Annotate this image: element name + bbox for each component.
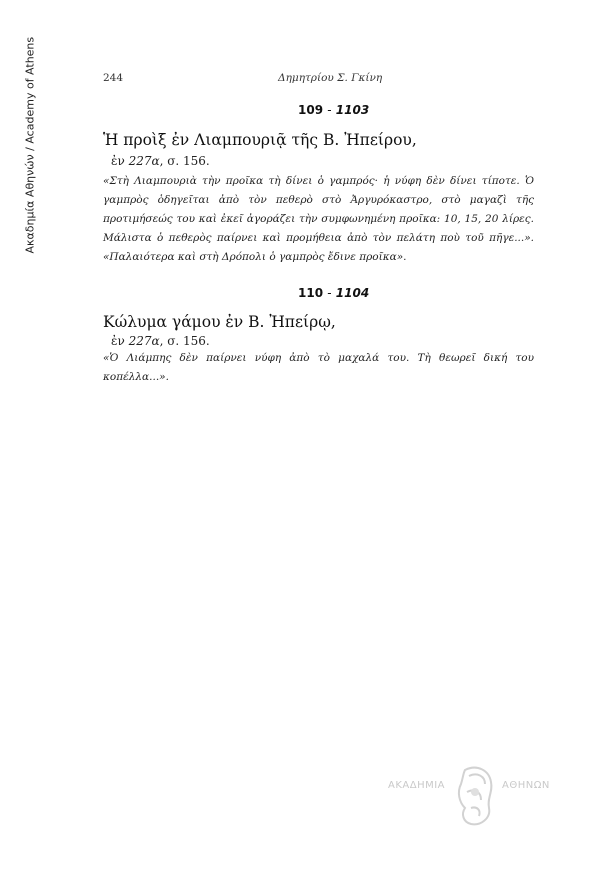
academy-seal-icon [451, 762, 499, 830]
page-number: 244 [103, 72, 124, 84]
watermark-text-right: ΑΘΗΝΩΝ [502, 780, 550, 791]
watermark-text-left: ΑΚΑΔΗΜΙΑ [388, 780, 446, 791]
entry-number: 109 - 1103 [298, 103, 370, 117]
entry-quote: «Στὴ Λιαμπουριὰ τὴν προῖκα τὴ δίνει ὁ γαμπρός· ἡ νύφη δὲν δίνει τίποτε. Ὁ γαμπρὸς ὁδηγεῖται ἀπὸ τὸν πεθερὸ στὸ Ἀργυρόκαστρο, στὸ μαγαζὶ τῆς προτιμήσεώς του καὶ ἐκεῖ ἀγοράζει τὴν συμφωνημένη προῖκα: 10, 15, 20 λίρες. Μάλιστα ὁ πεθερὸς παίρνει καὶ προμήθεια ἀπὸ τὸν πελάτη ποὺ τοῦ πῆγε...». «Παλαιότερα καὶ στὴ Δρόπολι ὁ γαμπρὸς ἔδινε προῖκα». [103, 175, 534, 263]
entry-title: Κώλυμα γάμου ἐν Β. Ἠπείρῳ, [103, 313, 336, 331]
entry-number: 110 - 1104 [298, 286, 370, 300]
running-head: Δημητρίου Σ. Γκίνη [278, 72, 383, 84]
entry-reference: ἐν 227α, σ. 156. [111, 334, 210, 348]
entry-title: Ἡ προὶξ ἐν Λιαμπουριᾷ τῆς Β. Ἠπείρου, [103, 131, 417, 149]
entry-reference: ἐν 227α, σ. 156. [111, 154, 210, 168]
entry-quote: «Ὁ Λιάμπης δὲν παίρνει νύφη ἀπὸ τὸ μαχαλά του. Τὴ θεωρεῖ δική του κοπέλλα...». [103, 352, 534, 383]
side-watermark: Ακαδημία Αθηνών / Academy of Athens [23, 36, 37, 254]
